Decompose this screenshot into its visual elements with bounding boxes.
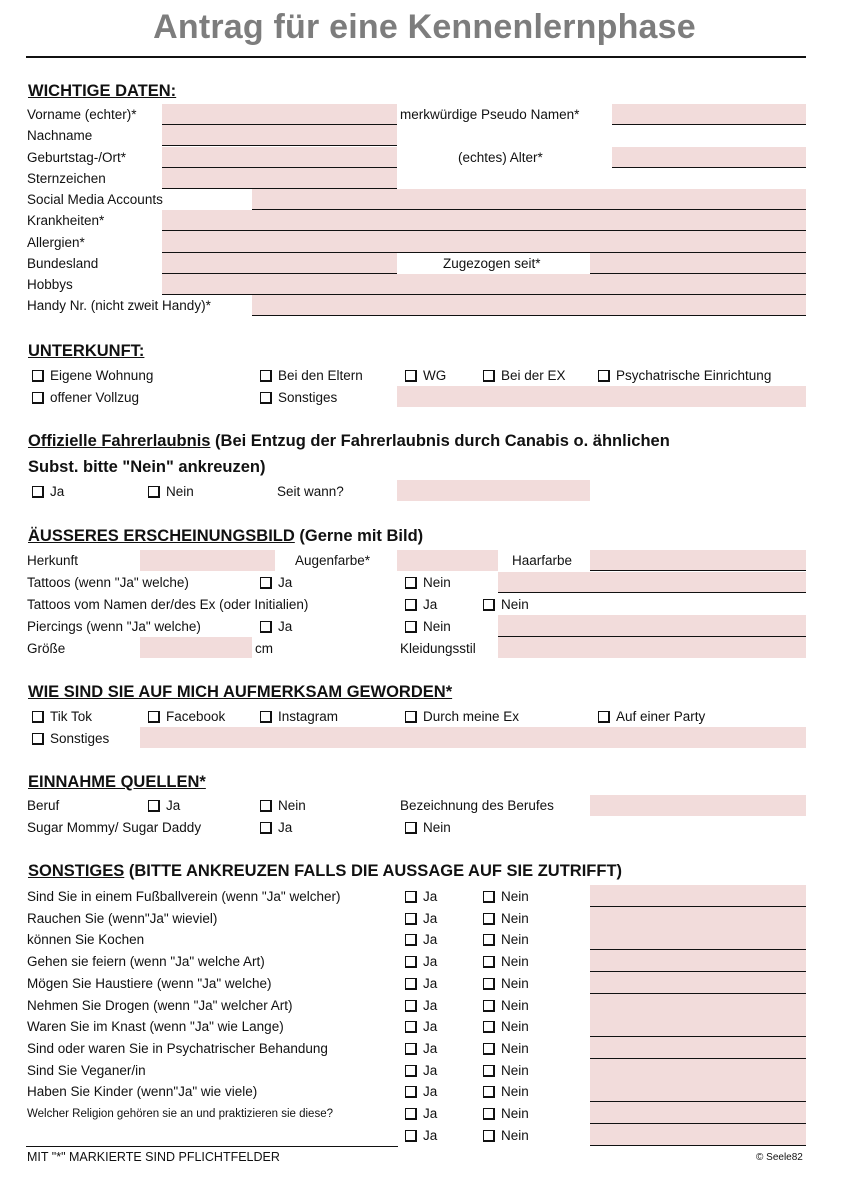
checkbox-icon	[32, 733, 44, 745]
checkbox-label: Instagram	[278, 709, 339, 724]
checkbox-icon	[483, 1130, 495, 1142]
checkbox-label: Nein	[423, 575, 451, 590]
checkbox-label: Nein	[501, 911, 529, 926]
checkbox-ja[interactable]	[405, 997, 437, 1015]
checkbox-label: Sonstiges	[278, 390, 338, 405]
section-heading-sonstiges: SONSTIGES (BITTE ANKREUZEN FALLS DIE AUSSAGE AUF SIE ZUTRIFFT)	[28, 862, 623, 880]
checkbox-durch-meine-ex[interactable]	[405, 708, 519, 726]
checkbox-label: Nein	[501, 1084, 529, 1099]
checkbox-ja[interactable]	[405, 1018, 437, 1036]
checkbox-icon	[483, 978, 495, 990]
checkbox-nein[interactable]	[483, 1062, 529, 1080]
question-label: Mögen Sie Haustiere (wenn "Ja" welche)	[27, 976, 272, 991]
checkbox-icon	[483, 1021, 495, 1033]
herkunft-field[interactable]	[140, 550, 275, 571]
checkbox-label: offener Vollzug	[50, 390, 140, 405]
checkbox-label: Psychatrische Einrichtung	[616, 368, 772, 383]
answer-field[interactable]	[590, 907, 806, 929]
label-handy: Handy Nr. (nicht zweit Handy)*	[27, 298, 211, 313]
checkbox-label: Nein	[501, 597, 529, 612]
checkbox-sugar-ja[interactable]	[260, 819, 292, 837]
hobbys-field[interactable]	[162, 274, 806, 295]
checkbox-icon	[148, 800, 160, 812]
nachname-field[interactable]	[162, 125, 397, 146]
label-pseudo: merkwürdige Pseudo Namen*	[400, 107, 580, 122]
checkbox-label: Eigene Wohnung	[50, 368, 154, 383]
krankheiten-field[interactable]	[162, 210, 806, 231]
checkbox-aufmerksam-sonstiges[interactable]	[32, 730, 109, 748]
checkbox-nein[interactable]	[483, 997, 529, 1015]
checkbox-tattoos-ex-ja[interactable]	[405, 596, 437, 614]
checkbox-icon	[260, 800, 272, 812]
answer-field[interactable]	[590, 1037, 806, 1059]
checkbox-nein[interactable]	[483, 888, 529, 906]
label-vorname: Vorname (echter)*	[27, 107, 137, 122]
label-kleidungsstil: Kleidungsstil	[400, 641, 476, 656]
checkbox-offener-vollzug[interactable]	[32, 389, 139, 407]
checkbox-icon	[405, 934, 417, 946]
checkbox-label: Nein	[501, 976, 529, 991]
checkbox-label: Durch meine Ex	[423, 709, 520, 724]
checkbox-unterkunft-sonstiges[interactable]	[260, 389, 337, 407]
section-heading-unterkunft: UNTERKUNFT:	[28, 342, 145, 360]
checkbox-label: Ja	[423, 1063, 438, 1078]
checkbox-label: Ja	[278, 820, 293, 835]
checkbox-icon	[32, 486, 44, 498]
checkbox-label: Tik Tok	[50, 709, 93, 724]
label-geburtstag: Geburtstag-/Ort*	[27, 150, 127, 165]
checkbox-icon	[483, 934, 495, 946]
checkbox-icon	[405, 1065, 417, 1077]
answer-field[interactable]	[590, 1015, 806, 1037]
checkbox-nein[interactable]	[483, 975, 529, 993]
checkbox-eigene-wohnung[interactable]	[32, 367, 153, 385]
checkbox-label: Bei der EX	[501, 368, 566, 383]
checkbox-ja[interactable]	[405, 953, 437, 971]
checkbox-icon	[598, 370, 610, 382]
checkbox-icon	[483, 1086, 495, 1098]
checkbox-nein[interactable]	[483, 1127, 529, 1145]
checkbox-tiktok[interactable]	[32, 708, 92, 726]
checkbox-icon	[405, 1043, 417, 1055]
title-divider	[26, 56, 806, 58]
pseudo-field[interactable]	[612, 104, 806, 125]
checkbox-tattoos-ja[interactable]	[260, 574, 292, 592]
unterkunft-sonstiges-field[interactable]	[397, 386, 806, 407]
checkbox-icon	[483, 1065, 495, 1077]
checkbox-ja[interactable]	[405, 931, 437, 949]
checkbox-nein[interactable]	[483, 1040, 529, 1058]
checkbox-label: Nein	[423, 619, 451, 634]
question-label: Nehmen Sie Drogen (wenn "Ja" welcher Art)	[27, 998, 293, 1013]
answer-field[interactable]	[590, 928, 806, 950]
checkbox-icon	[598, 711, 610, 723]
section-heading-daten: WICHTIGE DATEN:	[28, 82, 177, 100]
label-augenfarbe: Augenfarbe*	[295, 553, 371, 568]
checkbox-label: Ja	[423, 954, 438, 969]
footer-note: MIT "*" MARKIERTE SIND PFLICHTFELDER	[27, 1150, 280, 1164]
checkbox-label: Facebook	[166, 709, 226, 724]
zugezogen-field[interactable]	[590, 253, 806, 274]
groesse-field[interactable]	[140, 637, 252, 658]
question-label: Sind Sie in einem Fußballverein (wenn "Ja" welcher)	[27, 889, 341, 904]
checkbox-icon	[148, 711, 160, 723]
label-sugar: Sugar Mommy/ Sugar Daddy	[27, 820, 202, 835]
checkbox-label: Nein	[501, 1041, 529, 1056]
label-berufsbezeichnung: Bezeichnung des Berufes	[400, 798, 554, 813]
checkbox-label: Ja	[50, 484, 65, 499]
section-heading-fahrerlaubnis: Offizielle Fahrerlaubnis (Bei Entzug der Fahrerlaubnis durch Canabis o. ähnlichen	[28, 432, 670, 450]
checkbox-label: Nein	[501, 1063, 529, 1078]
checkbox-ja[interactable]	[405, 888, 437, 906]
checkbox-icon	[32, 711, 44, 723]
checkbox-piercings-ja[interactable]	[260, 618, 292, 636]
question-label: Waren Sie im Knast (wenn "Ja" wie Lange)	[27, 1019, 284, 1034]
checkbox-label: Ja	[423, 998, 438, 1013]
checkbox-icon	[260, 577, 272, 589]
checkbox-icon	[405, 1000, 417, 1012]
checkbox-label: Nein	[501, 1106, 529, 1121]
section-heading-fahrerlaubnis-cont: Subst. bitte "Nein" ankreuzen)	[28, 458, 266, 476]
checkbox-icon	[405, 956, 417, 968]
checkbox-label: Nein	[423, 820, 451, 835]
answer-field[interactable]	[590, 1059, 806, 1081]
label-tattoos-ex: Tattoos vom Namen der/des Ex (oder Initialien)	[27, 597, 309, 612]
tattoos-field[interactable]	[498, 572, 806, 593]
checkbox-label: Ja	[278, 575, 293, 590]
checkbox-party[interactable]	[598, 708, 705, 726]
geburtstag-field[interactable]	[162, 147, 397, 168]
checkbox-nein[interactable]	[483, 1105, 529, 1123]
label-herkunft: Herkunft	[27, 553, 79, 568]
question-label: Welcher Religion gehören sie an und praktizieren sie diese?	[27, 1108, 333, 1120]
checkbox-label: Nein	[501, 954, 529, 969]
checkbox-facebook[interactable]	[148, 708, 225, 726]
checkbox-label: Ja	[423, 1084, 438, 1099]
label-zugezogen: Zugezogen seit*	[443, 256, 541, 271]
checkbox-beruf-ja[interactable]	[148, 797, 180, 815]
checkbox-ja[interactable]	[405, 1040, 437, 1058]
checkbox-icon	[405, 1130, 417, 1142]
label-haarfarbe: Haarfarbe	[512, 553, 573, 568]
checkbox-icon	[405, 1021, 417, 1033]
label-cm: cm	[255, 641, 273, 656]
checkbox-icon	[405, 1086, 417, 1098]
checkbox-label: Nein	[501, 1128, 529, 1143]
section-heading-einnahme: EINNAHME QUELLEN*	[28, 773, 206, 791]
label-beruf: Beruf	[27, 798, 60, 813]
checkbox-icon	[405, 822, 417, 834]
checkbox-label: Ja	[423, 1106, 438, 1121]
social-field[interactable]	[252, 189, 806, 210]
question-label: können Sie Kochen	[27, 932, 145, 947]
checkbox-label: Ja	[423, 889, 438, 904]
checkbox-ja[interactable]	[405, 910, 437, 928]
question-label: Gehen sie feiern (wenn "Ja" welche Art)	[27, 954, 265, 969]
checkbox-label: Nein	[501, 932, 529, 947]
label-social: Social Media Accounts	[27, 192, 163, 207]
label-seit-wann: Seit wann?	[277, 484, 344, 499]
answer-field[interactable]	[590, 950, 806, 972]
checkbox-icon	[405, 913, 417, 925]
checkbox-label: Auf einer Party	[616, 709, 706, 724]
label-piercings: Piercings (wenn "Ja" welche)	[27, 619, 201, 634]
checkbox-icon	[483, 1000, 495, 1012]
checkbox-nein[interactable]	[483, 910, 529, 928]
label-nachname: Nachname	[27, 128, 93, 143]
answer-field[interactable]	[590, 1124, 806, 1146]
checkbox-icon	[32, 370, 44, 382]
checkbox-label: Nein	[501, 998, 529, 1013]
checkbox-label: Ja	[278, 619, 293, 634]
answer-field[interactable]	[590, 885, 806, 907]
checkbox-wg[interactable]	[405, 367, 446, 385]
checkbox-nein[interactable]	[483, 931, 529, 949]
checkbox-icon	[405, 577, 417, 589]
checkbox-icon	[483, 891, 495, 903]
checkbox-piercings-nein[interactable]	[405, 618, 451, 636]
answer-field[interactable]	[590, 994, 806, 1016]
checkbox-label: Ja	[166, 798, 181, 813]
checkbox-icon	[405, 370, 417, 382]
checkbox-icon	[483, 370, 495, 382]
checkbox-label: Ja	[423, 1041, 438, 1056]
checkbox-ja[interactable]	[405, 1105, 437, 1123]
label-alter: (echtes) Alter*	[458, 150, 543, 165]
answer-field[interactable]	[590, 1102, 806, 1124]
page-title: Antrag für eine Kennenlernphase	[153, 8, 696, 46]
checkbox-nein[interactable]	[483, 953, 529, 971]
footer-divider	[26, 1146, 398, 1147]
checkbox-icon	[405, 978, 417, 990]
checkbox-icon	[405, 711, 417, 723]
checkbox-label: Ja	[423, 932, 438, 947]
question-label: Sind Sie Veganer/in	[27, 1063, 146, 1078]
berufsbezeichnung-field[interactable]	[590, 795, 806, 816]
checkbox-tattoos-ex-nein[interactable]	[483, 596, 529, 614]
checkbox-icon	[483, 1043, 495, 1055]
checkbox-ja[interactable]	[405, 1083, 437, 1101]
seit-wann-field[interactable]	[397, 480, 590, 501]
haarfarbe-field[interactable]	[590, 550, 806, 571]
handy-field[interactable]	[252, 295, 806, 316]
checkbox-beruf-nein[interactable]	[260, 797, 306, 815]
checkbox-label: Bei den Eltern	[278, 368, 363, 383]
checkbox-instagram[interactable]	[260, 708, 338, 726]
checkbox-label: Ja	[423, 597, 438, 612]
checkbox-icon	[260, 621, 272, 633]
checkbox-icon	[260, 370, 272, 382]
checkbox-ja[interactable]	[405, 1127, 437, 1145]
piercings-field[interactable]	[498, 615, 806, 637]
checkbox-icon	[405, 599, 417, 611]
checkbox-label: Ja	[423, 1019, 438, 1034]
checkbox-psych-einrichtung[interactable]	[598, 367, 771, 385]
checkbox-icon	[483, 1108, 495, 1120]
checkbox-label: Nein	[501, 889, 529, 904]
section-heading-aeusseres: ÄUSSERES ERSCHEINUNGSBILD (Gerne mit Bild)	[28, 527, 424, 545]
checkbox-ja[interactable]	[405, 1062, 437, 1080]
allergien-field[interactable]	[162, 231, 806, 253]
augenfarbe-field[interactable]	[397, 550, 498, 571]
checkbox-label: Nein	[278, 798, 306, 813]
checkbox-nein[interactable]	[483, 1018, 529, 1036]
checkbox-icon	[32, 392, 44, 404]
label-bundesland: Bundesland	[27, 256, 99, 271]
answer-field[interactable]	[590, 972, 806, 994]
checkbox-icon	[483, 913, 495, 925]
checkbox-label: Nein	[166, 484, 194, 499]
sternzeichen-field[interactable]	[162, 168, 397, 189]
label-hobbys: Hobbys	[27, 277, 73, 292]
checkbox-icon	[405, 621, 417, 633]
checkbox-bei-der-ex[interactable]	[483, 367, 566, 385]
checkbox-label: Ja	[423, 1128, 438, 1143]
kleidungsstil-field[interactable]	[498, 637, 806, 658]
aufmerksam-sonstiges-field[interactable]	[140, 727, 806, 748]
checkbox-icon	[260, 392, 272, 404]
vorname-field[interactable]	[162, 104, 397, 125]
question-label: Sind oder waren Sie in Psychatrischer Behandung	[27, 1041, 328, 1056]
checkbox-label: Ja	[423, 911, 438, 926]
checkbox-label: Ja	[423, 976, 438, 991]
checkbox-icon	[405, 1108, 417, 1120]
checkbox-fahr-nein[interactable]	[148, 483, 194, 501]
copyright: © Seele82	[756, 1152, 803, 1163]
checkbox-icon	[260, 822, 272, 834]
section-heading-aufmerksam: WIE SIND SIE AUF MICH AUFMERKSAM GEWORDEN*	[28, 683, 453, 701]
checkbox-icon	[148, 486, 160, 498]
checkbox-nein[interactable]	[483, 1083, 529, 1101]
checkbox-tattoos-nein[interactable]	[405, 574, 451, 592]
checkbox-ja[interactable]	[405, 975, 437, 993]
label-allergien: Allergien*	[27, 235, 85, 250]
checkbox-bei-den-eltern[interactable]	[260, 367, 363, 385]
checkbox-fahr-ja[interactable]	[32, 483, 64, 501]
question-label: Rauchen Sie (wenn"Ja" wieviel)	[27, 911, 218, 926]
checkbox-sugar-nein[interactable]	[405, 819, 451, 837]
label-groesse: Größe	[27, 641, 66, 656]
label-tattoos: Tattoos (wenn "Ja" welche)	[27, 575, 189, 590]
checkbox-label: WG	[423, 368, 447, 383]
alter-field[interactable]	[612, 147, 806, 168]
bundesland-field[interactable]	[162, 253, 397, 274]
checkbox-label: Sonstiges	[50, 731, 110, 746]
checkbox-label: Nein	[501, 1019, 529, 1034]
label-sternzeichen: Sternzeichen	[27, 171, 106, 186]
answer-field[interactable]	[590, 1080, 806, 1102]
label-krankheiten: Krankheiten*	[27, 213, 105, 228]
checkbox-icon	[483, 599, 495, 611]
checkbox-icon	[483, 956, 495, 968]
checkbox-icon	[405, 891, 417, 903]
question-label: Haben Sie Kinder (wenn"Ja" wie viele)	[27, 1084, 258, 1099]
checkbox-icon	[260, 711, 272, 723]
